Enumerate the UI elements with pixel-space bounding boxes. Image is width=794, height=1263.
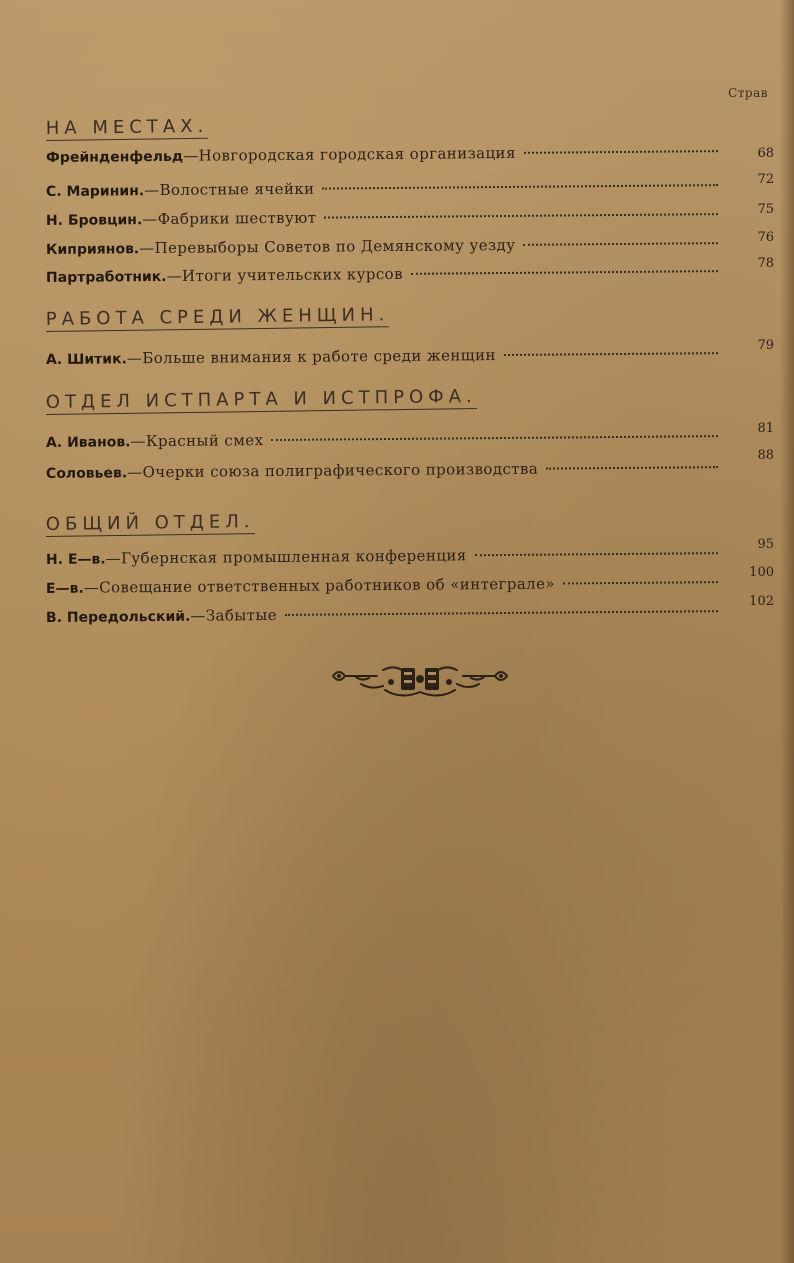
entry-title: —Совещание ответственных работников об «интеграле» — [83, 574, 555, 597]
entry-page-number: 75 — [757, 202, 774, 217]
entry-page-number: 95 — [757, 537, 774, 552]
dot-leader — [563, 581, 718, 584]
dot-leader — [523, 242, 718, 246]
toc-entry[interactable] — [46, 458, 726, 482]
toc-entry[interactable] — [46, 544, 726, 568]
entry-title: —Красный смех — [130, 431, 264, 451]
toc-entry[interactable] — [46, 427, 726, 451]
entry-page-number: 102 — [749, 594, 774, 609]
entry-author: Киприянов. — [45, 241, 140, 258]
entry-author: В. Передольский. — [45, 608, 191, 626]
dot-leader — [546, 466, 718, 469]
entry-author: Е—в. — [45, 580, 84, 597]
toc-entry[interactable] — [46, 234, 726, 258]
dot-leader — [271, 435, 718, 441]
entry-title: —Перевыборы Советов по Демянскому уезду — [139, 235, 516, 258]
toc-entry[interactable] — [46, 176, 726, 200]
page-column-label: Страв — [728, 86, 768, 100]
entry-title: —Новгородская городская организация — [183, 143, 516, 165]
dot-leader — [324, 213, 718, 218]
entry-page-number: 79 — [757, 338, 774, 353]
toc-entry[interactable] — [46, 142, 726, 166]
entry-page-number: 72 — [757, 172, 774, 187]
dot-leader — [411, 270, 718, 275]
entry-author: Н. Бровцин. — [45, 212, 143, 229]
entry-author: А. Шитик. — [45, 351, 127, 368]
entry-title: —Больше внимания к работе среди женщин — [126, 346, 496, 368]
entry-title: —Итоги учительских курсов — [166, 264, 403, 285]
entry-author: Соловьев. — [45, 465, 128, 482]
entry-page-number: 81 — [757, 421, 774, 436]
section-heading-otdel-istparta: ОТДЕЛ ИСТПАРТА И ИСТПРОФА. — [45, 385, 477, 414]
section-heading-rabota-sredi-zhenshchin: РАБОТА СРЕДИ ЖЕНЩИН. — [45, 304, 390, 331]
toc-entry[interactable] — [46, 262, 726, 286]
section-heading-obshchiy-otdel: ОБЩИЙ ОТДЕЛ. — [45, 511, 255, 536]
dot-leader — [504, 352, 718, 356]
entry-author: С. Маринин. — [45, 183, 145, 200]
dot-leader — [285, 610, 718, 616]
toc-entry[interactable] — [46, 573, 726, 597]
entry-page-number: 76 — [757, 230, 774, 245]
toc-entry[interactable] — [46, 602, 726, 626]
entry-title: —Забытые — [190, 605, 278, 625]
entry-author: Партработник. — [45, 268, 167, 286]
entry-title: —Очерки союза полиграфического производства — [127, 459, 539, 482]
toc-entry[interactable] — [46, 344, 726, 368]
entry-page-number: 88 — [757, 448, 774, 463]
entry-page-number: 68 — [757, 146, 774, 161]
section-heading-na-mestakh: НА МЕСТАХ. — [45, 115, 209, 140]
entry-page-number: 78 — [757, 256, 774, 271]
entry-author: Н. Е—в. — [45, 551, 106, 568]
floral-ornament-icon — [325, 660, 515, 704]
entry-title: —Фабрики шествуют — [142, 208, 317, 229]
entry-author: А. Иванов. — [45, 434, 131, 451]
entry-title: —Губернская промышленная конференция — [105, 546, 467, 568]
dot-leader — [475, 552, 718, 556]
dot-leader — [322, 184, 718, 189]
dot-leader — [524, 150, 718, 154]
entry-author: Фрейнденфельд — [45, 148, 184, 166]
page-edge-shadow — [780, 0, 794, 1263]
entry-title: —Волостные ячейки — [144, 179, 315, 200]
toc-entry[interactable] — [46, 205, 726, 229]
entry-page-number: 100 — [749, 565, 774, 580]
